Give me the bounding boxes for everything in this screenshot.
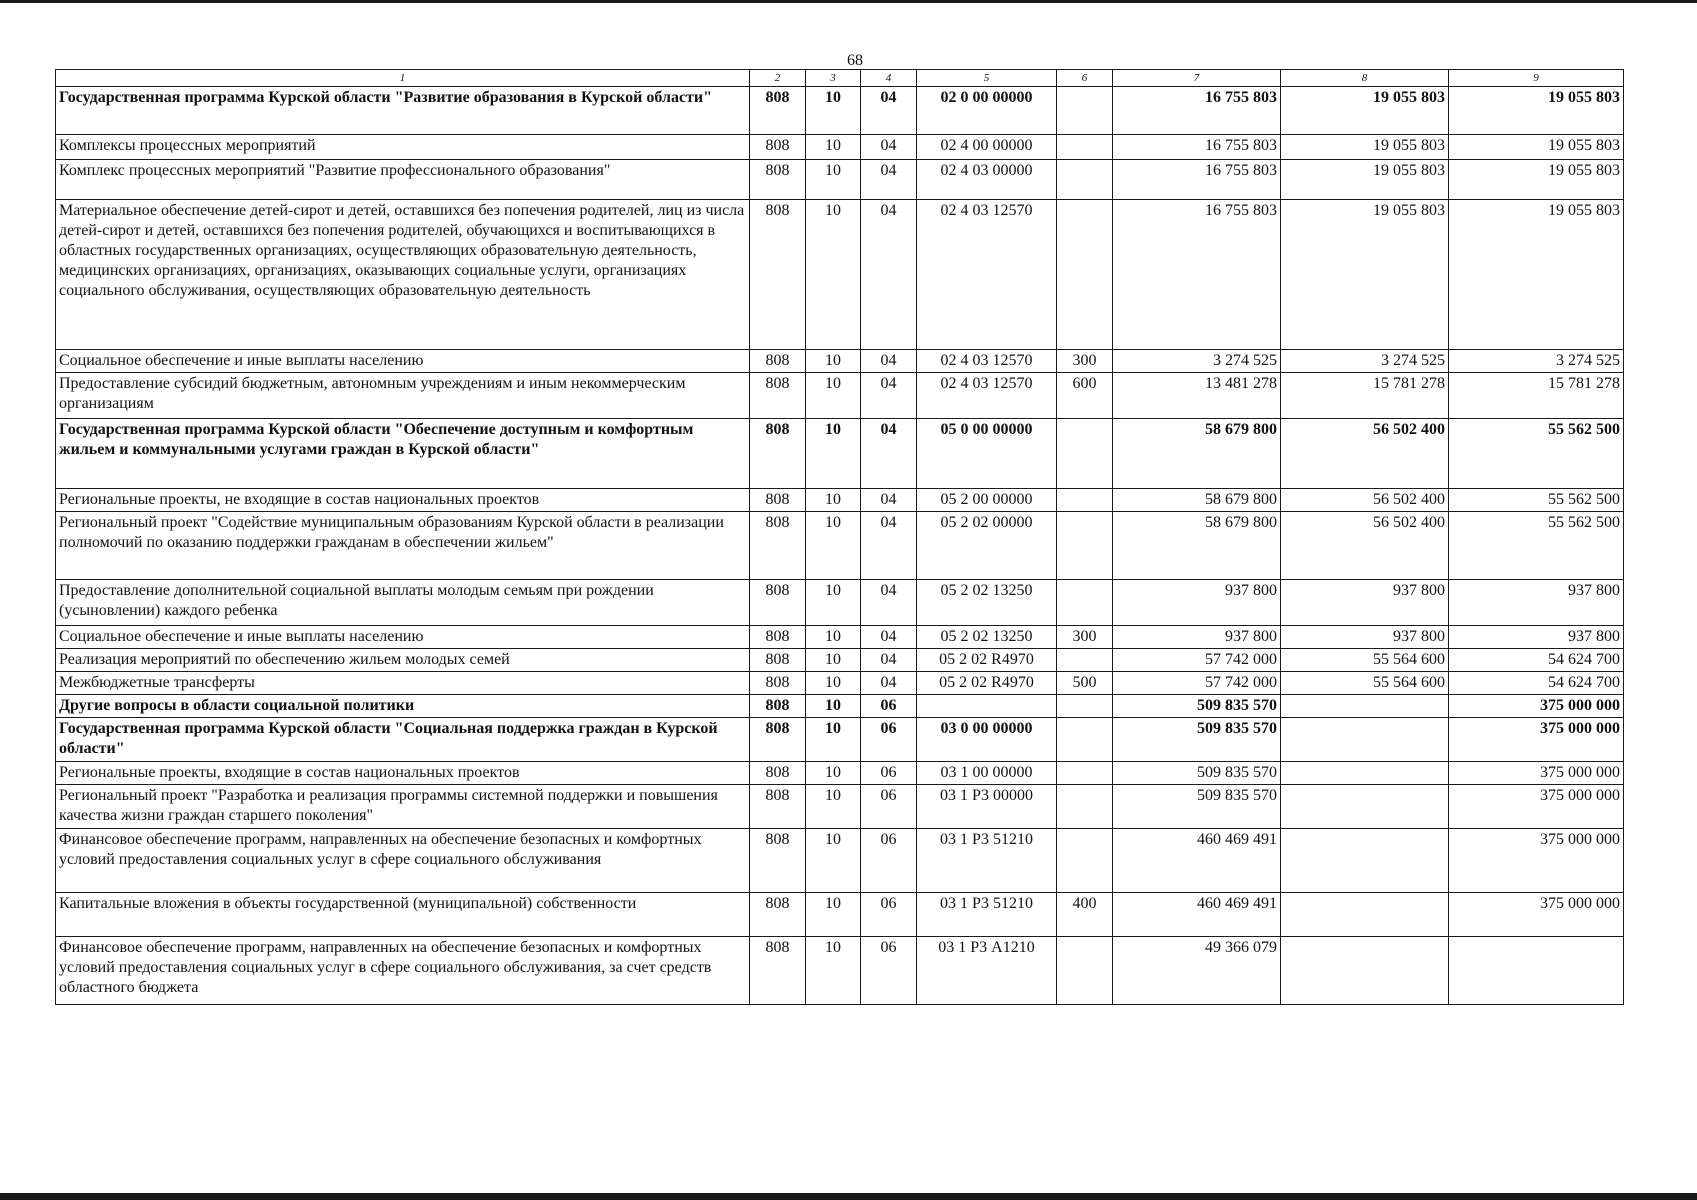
cell-amount-col8: [1281, 785, 1449, 829]
table-row: [56, 419, 1624, 489]
cell-subsection: 06: [861, 785, 917, 829]
cell-amount-col7: 13 481 278: [1113, 373, 1281, 419]
cell-target-article: 05 2 00 00000: [917, 489, 1057, 512]
cell-amount-col9: 375 000 000: [1449, 785, 1624, 829]
cell-amount-col9: 937 800: [1449, 626, 1624, 649]
cell-amount-col9: 55 562 500: [1449, 512, 1624, 580]
row-name: Государственная программа Курской области "Обеспечение доступным и комфортным жильем и коммунальными услугами граждан в Курской области": [56, 419, 750, 489]
column-header: 6: [1057, 70, 1113, 87]
cell-section: 10: [806, 718, 861, 762]
table-body: [56, 87, 1624, 1005]
cell-section: 10: [806, 649, 861, 672]
cell-amount-col7: 16 755 803: [1113, 87, 1281, 135]
cell-subsection: 06: [861, 893, 917, 937]
cell-section: 10: [806, 419, 861, 489]
cell-amount-col8: 19 055 803: [1281, 200, 1449, 350]
cell-amount-col8: 15 781 278: [1281, 373, 1449, 419]
table-row: [56, 160, 1624, 200]
cell-target-article: 03 1 Р3 А1210: [917, 937, 1057, 1005]
column-header: 2: [750, 70, 806, 87]
cell-amount-col7: 58 679 800: [1113, 489, 1281, 512]
table-row: [56, 829, 1624, 893]
row-name: Региональные проекты, входящие в состав национальных проектов: [56, 762, 750, 785]
table-row: [56, 580, 1624, 626]
cell-amount-col9: 19 055 803: [1449, 200, 1624, 350]
cell-amount-col9: 375 000 000: [1449, 893, 1624, 937]
cell-expense-type: [1057, 489, 1113, 512]
cell-amount-col9: 54 624 700: [1449, 672, 1624, 695]
cell-expense-type: [1057, 135, 1113, 160]
cell-target-article: 02 4 00 00000: [917, 135, 1057, 160]
row-name: Комплекс процессных мероприятий "Развитие профессионального образования": [56, 160, 750, 200]
cell-ved: 808: [750, 160, 806, 200]
cell-ved: 808: [750, 419, 806, 489]
cell-expense-type: 300: [1057, 350, 1113, 373]
row-name: Комплексы процессных мероприятий: [56, 135, 750, 160]
cell-amount-col7: 460 469 491: [1113, 893, 1281, 937]
cell-amount-col7: 509 835 570: [1113, 718, 1281, 762]
row-name: Материальное обеспечение детей-сирот и детей, оставшихся без попечения родителей, лиц из числа детей-сирот и детей, оставшихся без попечения родителей, обучающихся и воспитывающихся в областных государственных организациях, осуществляющих образовательную деятельность, медицинских организациях, организациях, оказывающих социальные услуги, организациях социального обслуживания, осуществляющих образовательную деятельность: [56, 200, 750, 350]
cell-target-article: 02 4 03 12570: [917, 200, 1057, 350]
cell-ved: 808: [750, 937, 806, 1005]
table-row: [56, 672, 1624, 695]
cell-amount-col7: 57 742 000: [1113, 672, 1281, 695]
cell-subsection: 04: [861, 489, 917, 512]
cell-section: 10: [806, 489, 861, 512]
cell-subsection: 04: [861, 87, 917, 135]
cell-amount-col8: 937 800: [1281, 580, 1449, 626]
cell-amount-col7: 16 755 803: [1113, 200, 1281, 350]
cell-amount-col7: 3 274 525: [1113, 350, 1281, 373]
cell-expense-type: [1057, 785, 1113, 829]
row-name: Реализация мероприятий по обеспечению жильем молодых семей: [56, 649, 750, 672]
cell-amount-col9: 55 562 500: [1449, 419, 1624, 489]
cell-section: 10: [806, 512, 861, 580]
table-row: [56, 695, 1624, 718]
cell-expense-type: [1057, 200, 1113, 350]
cell-section: 10: [806, 87, 861, 135]
table-row: [56, 350, 1624, 373]
cell-subsection: 04: [861, 135, 917, 160]
cell-subsection: 04: [861, 350, 917, 373]
cell-expense-type: [1057, 512, 1113, 580]
cell-ved: 808: [750, 829, 806, 893]
cell-amount-col9: 19 055 803: [1449, 135, 1624, 160]
cell-subsection: 06: [861, 937, 917, 1005]
cell-section: 10: [806, 672, 861, 695]
table-row: [56, 626, 1624, 649]
cell-ved: 808: [750, 649, 806, 672]
table-row: [56, 718, 1624, 762]
row-name: Финансовое обеспечение программ, направленных на обеспечение безопасных и комфортных условий предоставления социальных услуг в сфере социального обслуживания, за счет средств областного бюджета: [56, 937, 750, 1005]
cell-section: 10: [806, 135, 861, 160]
cell-target-article: 05 0 00 00000: [917, 419, 1057, 489]
table-row: [56, 762, 1624, 785]
cell-section: 10: [806, 785, 861, 829]
cell-amount-col9: 54 624 700: [1449, 649, 1624, 672]
cell-expense-type: 400: [1057, 893, 1113, 937]
table-row: [56, 200, 1624, 350]
cell-ved: 808: [750, 135, 806, 160]
cell-amount-col7: 16 755 803: [1113, 160, 1281, 200]
cell-amount-col8: 56 502 400: [1281, 512, 1449, 580]
cell-subsection: 04: [861, 672, 917, 695]
cell-amount-col9: 55 562 500: [1449, 489, 1624, 512]
row-name: Капитальные вложения в объекты государственной (муниципальной) собственности: [56, 893, 750, 937]
cell-expense-type: [1057, 419, 1113, 489]
table-row: [56, 87, 1624, 135]
header-row: [56, 70, 1624, 87]
cell-amount-col8: 56 502 400: [1281, 489, 1449, 512]
cell-target-article: 02 4 03 00000: [917, 160, 1057, 200]
table-row: [56, 373, 1624, 419]
cell-amount-col8: 3 274 525: [1281, 350, 1449, 373]
cell-expense-type: 600: [1057, 373, 1113, 419]
row-name: Региональные проекты, не входящие в состав национальных проектов: [56, 489, 750, 512]
cell-subsection: 04: [861, 200, 917, 350]
table-row: [56, 785, 1624, 829]
cell-target-article: 05 2 02 R4970: [917, 649, 1057, 672]
row-name: Предоставление дополнительной социальной выплаты молодым семьям при рождении (усыновлении) каждого ребенка: [56, 580, 750, 626]
cell-target-article: 03 1 Р3 51210: [917, 829, 1057, 893]
scan-edge-bottom: [0, 1193, 1697, 1200]
cell-amount-col8: [1281, 718, 1449, 762]
column-header: 3: [806, 70, 861, 87]
cell-expense-type: 300: [1057, 626, 1113, 649]
cell-section: 10: [806, 893, 861, 937]
cell-amount-col9: 19 055 803: [1449, 160, 1624, 200]
cell-subsection: 04: [861, 373, 917, 419]
table-row: [56, 893, 1624, 937]
row-name: Предоставление субсидий бюджетным, автономным учреждениям и иным некоммерческим организациям: [56, 373, 750, 419]
cell-amount-col7: 509 835 570: [1113, 762, 1281, 785]
column-header: 8: [1281, 70, 1449, 87]
page-number: 68: [847, 52, 863, 69]
cell-subsection: 06: [861, 695, 917, 718]
cell-amount-col7: 937 800: [1113, 580, 1281, 626]
cell-amount-col8: 55 564 600: [1281, 672, 1449, 695]
cell-target-article: 02 0 00 00000: [917, 87, 1057, 135]
cell-expense-type: [1057, 829, 1113, 893]
cell-section: 10: [806, 829, 861, 893]
cell-amount-col8: 56 502 400: [1281, 419, 1449, 489]
cell-subsection: 04: [861, 160, 917, 200]
table-row: [56, 135, 1624, 160]
table-row: [56, 512, 1624, 580]
cell-subsection: 06: [861, 718, 917, 762]
cell-ved: 808: [750, 580, 806, 626]
row-name: Государственная программа Курской области "Развитие образования в Курской области": [56, 87, 750, 135]
cell-amount-col7: 460 469 491: [1113, 829, 1281, 893]
cell-section: 10: [806, 762, 861, 785]
column-header: 4: [861, 70, 917, 87]
cell-amount-col9: 375 000 000: [1449, 829, 1624, 893]
row-name: Региональный проект "Разработка и реализация программы системной поддержки и повышения качества жизни граждан старшего поколения": [56, 785, 750, 829]
cell-target-article: 03 1 00 00000: [917, 762, 1057, 785]
cell-amount-col9: 375 000 000: [1449, 718, 1624, 762]
cell-ved: 808: [750, 695, 806, 718]
cell-ved: 808: [750, 785, 806, 829]
cell-subsection: 06: [861, 829, 917, 893]
row-name: Финансовое обеспечение программ, направленных на обеспечение безопасных и комфортных условий предоставления социальных услуг в сфере социального обслуживания: [56, 829, 750, 893]
cell-section: 10: [806, 580, 861, 626]
cell-ved: 808: [750, 893, 806, 937]
cell-amount-col9: 19 055 803: [1449, 87, 1624, 135]
cell-expense-type: [1057, 87, 1113, 135]
cell-expense-type: [1057, 718, 1113, 762]
column-header: 5: [917, 70, 1057, 87]
scan-edge-top: [0, 0, 1697, 3]
table-row: [56, 649, 1624, 672]
row-name: Социальное обеспечение и иные выплаты населению: [56, 626, 750, 649]
cell-target-article: 03 0 00 00000: [917, 718, 1057, 762]
cell-expense-type: [1057, 580, 1113, 626]
cell-subsection: 04: [861, 626, 917, 649]
cell-ved: 808: [750, 672, 806, 695]
column-header: 9: [1449, 70, 1624, 87]
cell-expense-type: [1057, 937, 1113, 1005]
cell-ved: 808: [750, 762, 806, 785]
row-name: Межбюджетные трансферты: [56, 672, 750, 695]
cell-expense-type: [1057, 762, 1113, 785]
cell-amount-col7: 58 679 800: [1113, 419, 1281, 489]
cell-amount-col7: 509 835 570: [1113, 695, 1281, 718]
cell-target-article: 05 2 02 13250: [917, 626, 1057, 649]
table-row: [56, 489, 1624, 512]
cell-amount-col7: 49 366 079: [1113, 937, 1281, 1005]
cell-ved: 808: [750, 512, 806, 580]
cell-target-article: 05 2 02 R4970: [917, 672, 1057, 695]
cell-subsection: 06: [861, 762, 917, 785]
cell-section: 10: [806, 200, 861, 350]
table-row: [56, 937, 1624, 1005]
cell-amount-col8: [1281, 937, 1449, 1005]
cell-amount-col9: [1449, 937, 1624, 1005]
row-name: Государственная программа Курской области "Социальная поддержка граждан в Курской области": [56, 718, 750, 762]
cell-ved: 808: [750, 626, 806, 649]
cell-amount-col8: 937 800: [1281, 626, 1449, 649]
cell-section: 10: [806, 160, 861, 200]
cell-amount-col8: 19 055 803: [1281, 135, 1449, 160]
cell-subsection: 04: [861, 419, 917, 489]
cell-ved: 808: [750, 87, 806, 135]
cell-target-article: 02 4 03 12570: [917, 373, 1057, 419]
cell-subsection: 04: [861, 580, 917, 626]
cell-expense-type: [1057, 695, 1113, 718]
cell-amount-col9: 937 800: [1449, 580, 1624, 626]
cell-amount-col8: [1281, 829, 1449, 893]
cell-amount-col8: 55 564 600: [1281, 649, 1449, 672]
cell-section: 10: [806, 695, 861, 718]
row-name: Социальное обеспечение и иные выплаты населению: [56, 350, 750, 373]
cell-ved: 808: [750, 200, 806, 350]
cell-amount-col8: 19 055 803: [1281, 160, 1449, 200]
cell-target-article: 05 2 02 13250: [917, 580, 1057, 626]
cell-ved: 808: [750, 489, 806, 512]
cell-section: 10: [806, 350, 861, 373]
column-header: 7: [1113, 70, 1281, 87]
cell-target-article: 05 2 02 00000: [917, 512, 1057, 580]
cell-amount-col8: [1281, 893, 1449, 937]
cell-amount-col9: 15 781 278: [1449, 373, 1624, 419]
cell-expense-type: [1057, 649, 1113, 672]
cell-amount-col9: 375 000 000: [1449, 695, 1624, 718]
cell-amount-col9: 375 000 000: [1449, 762, 1624, 785]
row-name: Другие вопросы в области социальной политики: [56, 695, 750, 718]
cell-amount-col7: 509 835 570: [1113, 785, 1281, 829]
cell-amount-col9: 3 274 525: [1449, 350, 1624, 373]
cell-ved: 808: [750, 373, 806, 419]
cell-amount-col8: [1281, 695, 1449, 718]
cell-expense-type: [1057, 160, 1113, 200]
cell-amount-col7: 58 679 800: [1113, 512, 1281, 580]
cell-target-article: [917, 695, 1057, 718]
cell-section: 10: [806, 626, 861, 649]
cell-subsection: 04: [861, 649, 917, 672]
row-name: Региональный проект "Содействие муниципальным образованиям Курской области в реализации полномочий по оказанию поддержки гражданам в обеспечении жильем": [56, 512, 750, 580]
cell-expense-type: 500: [1057, 672, 1113, 695]
cell-section: 10: [806, 373, 861, 419]
budget-table: [55, 69, 1624, 1005]
cell-subsection: 04: [861, 512, 917, 580]
cell-section: 10: [806, 937, 861, 1005]
cell-target-article: 03 1 Р3 51210: [917, 893, 1057, 937]
cell-amount-col7: 16 755 803: [1113, 135, 1281, 160]
cell-amount-col8: 19 055 803: [1281, 87, 1449, 135]
cell-amount-col8: [1281, 762, 1449, 785]
cell-amount-col7: 937 800: [1113, 626, 1281, 649]
cell-ved: 808: [750, 718, 806, 762]
cell-target-article: 03 1 Р3 00000: [917, 785, 1057, 829]
cell-target-article: 02 4 03 12570: [917, 350, 1057, 373]
column-header: 1: [56, 70, 750, 87]
cell-ved: 808: [750, 350, 806, 373]
cell-amount-col7: 57 742 000: [1113, 649, 1281, 672]
